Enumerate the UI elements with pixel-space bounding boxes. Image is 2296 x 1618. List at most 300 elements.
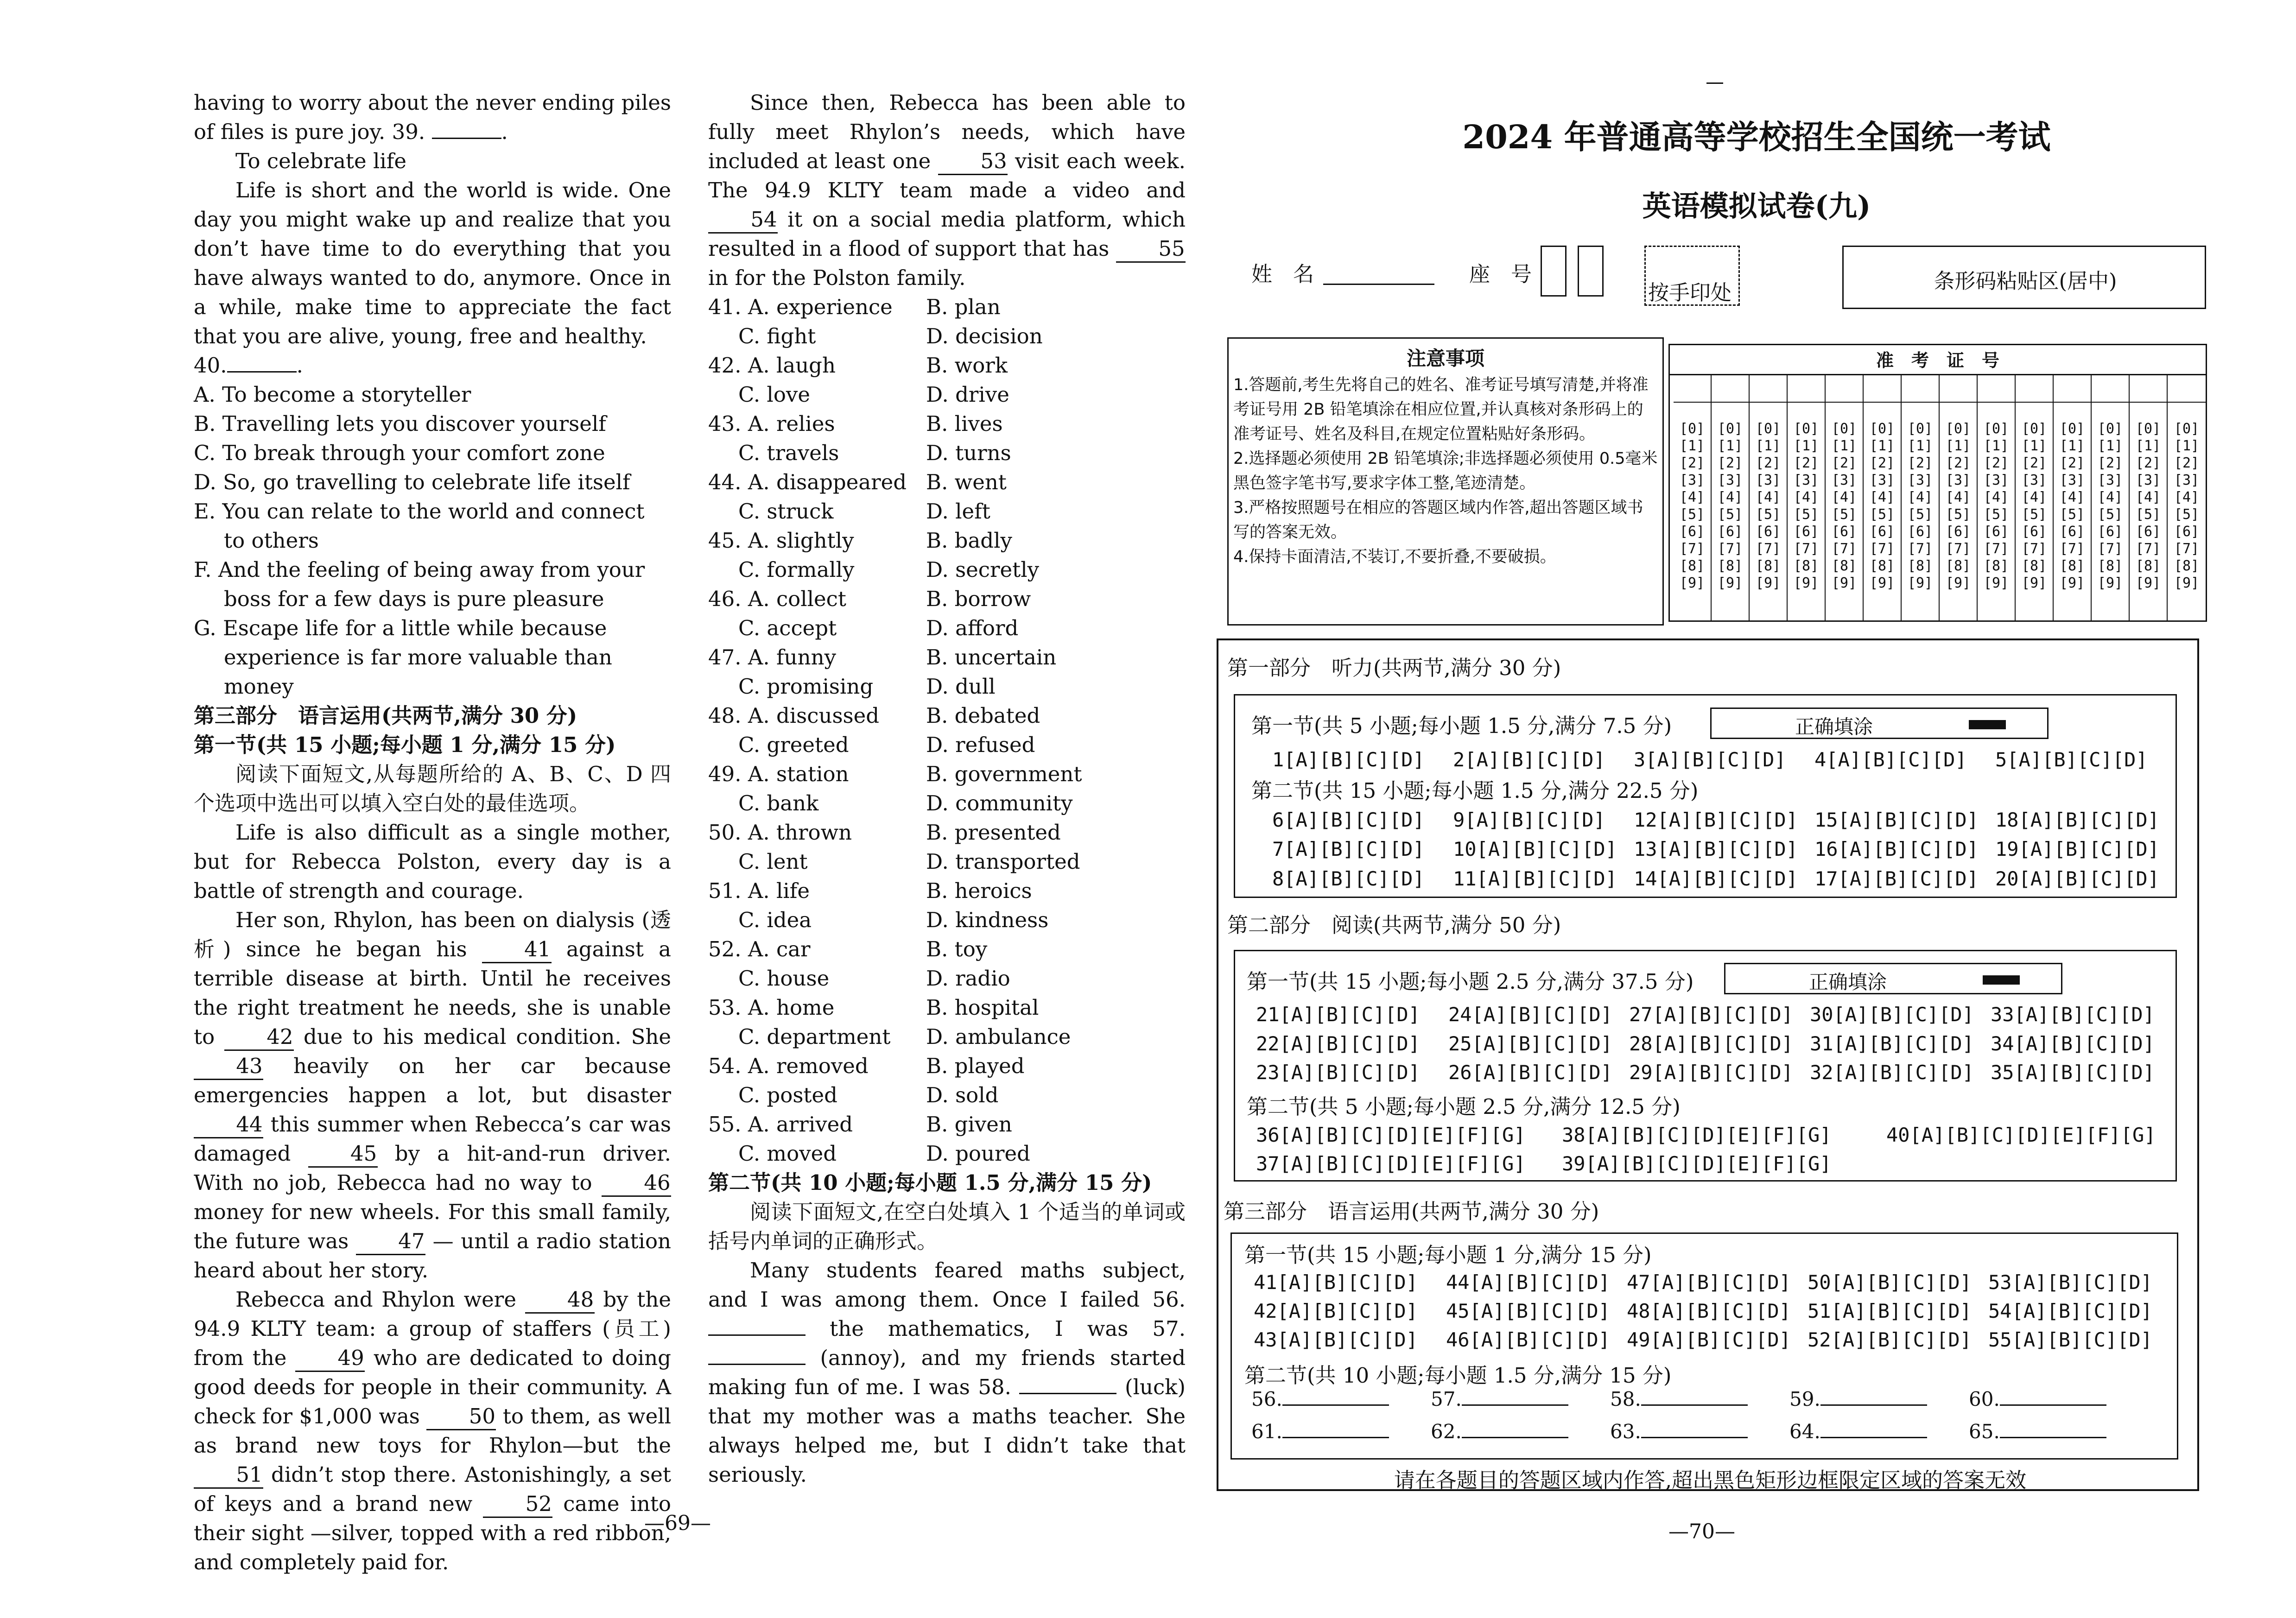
digit-bubble[interactable]: [3] <box>1983 472 2009 488</box>
q15-bubbles[interactable]: 15[A][B][C][D] <box>1814 809 1979 831</box>
blank-57[interactable] <box>708 1364 806 1365</box>
digit-bubble[interactable]: [0] <box>1717 421 1743 437</box>
q14-bubbles[interactable]: 14[A][B][C][D] <box>1634 867 1798 890</box>
ticket-digit-write-box[interactable] <box>1864 374 1901 403</box>
digit-bubble[interactable]: [4] <box>1755 489 1781 506</box>
digit-bubble[interactable]: [2] <box>2174 455 2200 471</box>
digit-bubble[interactable]: [6] <box>1907 524 1933 540</box>
part3-heading: 第三部分 语言运用(共两节,满分 30 分) <box>194 703 577 728</box>
digit-bubble[interactable]: [1] <box>2174 438 2200 454</box>
choice-b: B. badly <box>926 528 1012 553</box>
digit-bubble[interactable]: [8] <box>1717 558 1743 574</box>
choice-b: B. heroics <box>926 879 1032 903</box>
digit-bubble[interactable]: [9] <box>2097 575 2123 591</box>
digit-bubble[interactable]: [5] <box>2135 506 2161 523</box>
q1-bubbles[interactable]: 1[A][B][C][D] <box>1272 748 1425 771</box>
p3-row-1 <box>1254 1300 2169 1322</box>
choice-c: C. bank <box>738 791 819 815</box>
ticket-column-5 <box>1826 374 1864 621</box>
blank-50: 50 <box>426 1404 496 1430</box>
q13-bubbles[interactable]: 13[A][B][C][D] <box>1634 838 1798 860</box>
digit-bubble[interactable]: [4] <box>2097 489 2123 506</box>
fill-60[interactable] <box>2000 1404 2106 1406</box>
digit-bubble[interactable]: [5] <box>1793 506 1819 523</box>
q26-bubbles[interactable]: 26[A][B][C][D] <box>1448 1061 1613 1084</box>
seat-box-2[interactable] <box>1578 246 1604 297</box>
choice-row-43 <box>708 409 1186 438</box>
ticket-bubble-list <box>1788 403 1825 592</box>
q46-bubbles[interactable]: 46[A][B][C][D] <box>1446 1328 1611 1351</box>
digit-bubble[interactable]: [2] <box>1907 455 1933 471</box>
choice-row-51-cd <box>708 905 1186 935</box>
digit-bubble[interactable]: [5] <box>1717 506 1743 523</box>
choice-b: B. hospital <box>926 995 1039 1020</box>
q11-bubbles[interactable]: 11[A][B][C][D] <box>1453 867 1617 890</box>
digit-bubble[interactable]: [1] <box>2135 438 2161 454</box>
digit-bubble[interactable]: [9] <box>2135 575 2161 591</box>
digit-bubble[interactable]: [8] <box>1793 558 1819 574</box>
blank-44: 44 <box>194 1112 263 1138</box>
digit-bubble[interactable]: [9] <box>1907 575 1933 591</box>
q25-bubbles[interactable]: 25[A][B][C][D] <box>1448 1032 1613 1055</box>
digit-bubble[interactable]: [9] <box>1755 575 1781 591</box>
q20-bubbles[interactable]: 20[A][B][C][D] <box>1995 867 2160 890</box>
option-g: G. Escape life for a little while because experience is far more valuable than money <box>194 616 612 699</box>
digit-bubble[interactable]: [2] <box>1755 455 1781 471</box>
q24-bubbles[interactable]: 24[A][B][C][D] <box>1448 1003 1613 1026</box>
digit-bubble[interactable]: [0] <box>1793 421 1819 437</box>
digit-bubble[interactable]: [4] <box>1831 489 1857 506</box>
digit-bubble[interactable]: [3] <box>2174 472 2200 488</box>
q33-bubbles[interactable]: 33[A][B][C][D] <box>1991 1003 2155 1026</box>
ticket-column-13 <box>2130 374 2168 621</box>
digit-bubble[interactable]: [8] <box>2021 558 2047 574</box>
choice-b: B. plan <box>926 295 1001 319</box>
digit-bubble[interactable]: [7] <box>1869 541 1895 557</box>
digit-bubble[interactable]: [6] <box>1869 524 1895 540</box>
digit-bubble[interactable]: [4] <box>1793 489 1819 506</box>
choice-d: D. afford <box>926 616 1019 640</box>
digit-bubble[interactable]: [2] <box>2135 455 2161 471</box>
page-number-right: —70— <box>1668 1520 1735 1543</box>
q16-bubbles[interactable]: 16[A][B][C][D] <box>1814 838 1979 860</box>
digit-bubble[interactable]: [4] <box>1907 489 1933 506</box>
digit-bubble[interactable]: [8] <box>1945 558 1971 574</box>
choice-b: B. borrow <box>926 587 1031 611</box>
q29-bubbles[interactable]: 29[A][B][C][D] <box>1629 1061 1794 1084</box>
digit-bubble[interactable]: [1] <box>1983 438 2009 454</box>
ticket-label: 准 考 证 号 <box>1876 350 1999 371</box>
choice-a: 44. A. disappeared <box>708 470 907 494</box>
digit-bubble[interactable]: [7] <box>1983 541 2009 557</box>
digit-bubble[interactable]: [5] <box>1945 506 1971 523</box>
fill-65[interactable] <box>2000 1437 2106 1438</box>
digit-bubble[interactable]: [0] <box>2021 421 2047 437</box>
digit-bubble[interactable]: [6] <box>1793 524 1819 540</box>
ticket-digit-write-box[interactable] <box>1788 374 1825 403</box>
digit-bubble[interactable]: [0] <box>1983 421 2009 437</box>
digit-bubble[interactable]: [6] <box>1755 524 1781 540</box>
part1-sec2-heading: 第二节(共 15 小题;每小题 1.5 分,满分 22.5 分) <box>1251 778 1699 803</box>
choice-row-54 <box>708 1051 1186 1081</box>
digit-bubble[interactable]: [2] <box>1717 455 1743 471</box>
digit-bubble[interactable]: [5] <box>1755 506 1781 523</box>
digit-bubble[interactable]: [6] <box>2059 524 2085 540</box>
digit-bubble[interactable]: [3] <box>2059 472 2085 488</box>
digit-bubble[interactable]: [9] <box>2174 575 2200 591</box>
choice-row-55 <box>708 1110 1186 1139</box>
blank-49: 49 <box>295 1346 365 1372</box>
digit-bubble[interactable]: [5] <box>1907 506 1933 523</box>
notice-box <box>1227 337 1664 626</box>
q28-bubbles[interactable]: 28[A][B][C][D] <box>1629 1032 1794 1055</box>
fill-57[interactable] <box>1462 1404 1568 1406</box>
ticket-digit-write-box[interactable] <box>2130 374 2167 403</box>
q35-bubbles[interactable]: 35[A][B][C][D] <box>1991 1061 2155 1084</box>
q2-bubbles[interactable]: 2[A][B][C][D] <box>1453 748 1605 771</box>
q3-bubbles[interactable]: 3[A][B][C][D] <box>1634 748 1786 771</box>
digit-bubble[interactable]: [4] <box>1679 489 1705 506</box>
digit-bubble[interactable]: [1] <box>1831 438 1857 454</box>
q42-bubbles[interactable]: 42[A][B][C][D] <box>1254 1300 1418 1322</box>
digit-bubble[interactable]: [3] <box>1755 472 1781 488</box>
digit-bubble[interactable]: [6] <box>1945 524 1971 540</box>
digit-bubble[interactable]: [6] <box>2174 524 2200 540</box>
digit-bubble[interactable]: [1] <box>2097 438 2123 454</box>
choice-a: 41. A. experience <box>708 295 893 319</box>
digit-bubble[interactable]: [8] <box>2174 558 2200 574</box>
digit-bubble[interactable]: [9] <box>1717 575 1743 591</box>
digit-bubble[interactable]: [9] <box>1869 575 1895 591</box>
digit-bubble[interactable]: [9] <box>1983 575 2009 591</box>
digit-bubble[interactable]: [5] <box>1831 506 1857 523</box>
fill-62-label: 62. <box>1431 1420 1462 1443</box>
choice-a: 52. A. car <box>708 937 811 961</box>
page-number-left: —69— <box>644 1511 711 1535</box>
digit-bubble[interactable]: [2] <box>1831 455 1857 471</box>
ticket-digit-write-box[interactable] <box>1750 374 1787 403</box>
fill-62[interactable] <box>1462 1437 1568 1438</box>
correct-fill-box-1 <box>1710 708 2049 739</box>
digit-bubble[interactable]: [9] <box>1831 575 1857 591</box>
digit-bubble[interactable]: [8] <box>1983 558 2009 574</box>
choice-row-52-cd <box>708 964 1186 993</box>
digit-bubble[interactable]: [9] <box>2059 575 2085 591</box>
choice-c: C. fight <box>738 324 816 348</box>
digit-bubble[interactable]: [0] <box>2097 421 2123 437</box>
digit-bubble[interactable]: [2] <box>2097 455 2123 471</box>
q39-bubbles[interactable]: 39[A][B][C][D][E][F][G] <box>1562 1152 1832 1175</box>
seat-box-1[interactable] <box>1541 246 1567 297</box>
digit-bubble[interactable]: [9] <box>2021 575 2047 591</box>
choice-d: D. turns <box>926 441 1011 465</box>
ticket-digit-write-box[interactable] <box>2054 374 2091 403</box>
q52-bubbles[interactable]: 52[A][B][C][D] <box>1808 1328 1972 1351</box>
digit-bubble[interactable]: [5] <box>2174 506 2200 523</box>
digit-bubble[interactable]: [7] <box>2021 541 2047 557</box>
digit-bubble[interactable]: [0] <box>1907 421 1933 437</box>
digit-bubble[interactable]: [0] <box>2135 421 2161 437</box>
q5-bubbles[interactable]: 5[A][B][C][D] <box>1995 748 2148 771</box>
choice-row-49-cd <box>708 789 1186 818</box>
ticket-column-14 <box>2168 374 2206 621</box>
q9-bubbles[interactable]: 9[A][B][C][D] <box>1453 809 1605 831</box>
blank-39[interactable] <box>432 138 501 139</box>
digit-bubble[interactable]: [7] <box>1679 541 1705 557</box>
q47-bubbles[interactable]: 47[A][B][C][D] <box>1627 1271 1791 1294</box>
q50-bubbles[interactable]: 50[A][B][C][D] <box>1808 1271 1972 1294</box>
digit-bubble[interactable]: [7] <box>1907 541 1933 557</box>
name-field[interactable] <box>1323 284 1434 285</box>
digit-bubble[interactable]: [2] <box>1679 455 1705 471</box>
digit-bubble[interactable]: [7] <box>2135 541 2161 557</box>
choice-a: 53. A. home <box>708 995 835 1020</box>
digit-bubble[interactable]: [0] <box>1869 421 1895 437</box>
digit-bubble[interactable]: [4] <box>2021 489 2047 506</box>
q27-bubbles[interactable]: 27[A][B][C][D] <box>1629 1003 1794 1026</box>
q53-bubbles[interactable]: 53[A][B][C][D] <box>1988 1271 2153 1294</box>
section1-instruction: 阅读下面短文,从每题所给的 A、B、C、D 四个选项中选出可以填入空白处的最佳选项。 <box>194 762 671 815</box>
digit-bubble[interactable]: [5] <box>2097 506 2123 523</box>
digit-bubble[interactable]: [7] <box>2059 541 2085 557</box>
digit-bubble[interactable]: [6] <box>1983 524 2009 540</box>
digit-bubble[interactable]: [3] <box>2021 472 2047 488</box>
option-b: B. Travelling lets you discover yourself <box>194 411 606 436</box>
q22-bubbles[interactable]: 22[A][B][C][D] <box>1256 1032 1421 1055</box>
fill-row-0 <box>1251 1388 2148 1410</box>
q49-bubbles[interactable]: 49[A][B][C][D] <box>1627 1328 1791 1351</box>
digit-bubble[interactable]: [1] <box>1945 438 1971 454</box>
choice-list <box>708 292 1186 1168</box>
digit-bubble[interactable]: [3] <box>1793 472 1819 488</box>
fill-61[interactable] <box>1282 1437 1389 1438</box>
q31-bubbles[interactable]: 31[A][B][C][D] <box>1810 1032 1974 1055</box>
digit-bubble[interactable]: [9] <box>1679 575 1705 591</box>
q17-bubbles[interactable]: 17[A][B][C][D] <box>1814 867 1979 890</box>
digit-bubble[interactable]: [8] <box>1755 558 1781 574</box>
digit-bubble[interactable]: [4] <box>2135 489 2161 506</box>
digit-bubble[interactable]: [8] <box>1869 558 1895 574</box>
choice-row-47-cd <box>708 672 1186 701</box>
choice-a: 42. A. laugh <box>708 353 836 378</box>
digit-bubble[interactable]: [4] <box>1869 489 1895 506</box>
fill-60-label: 60. <box>1969 1388 2000 1410</box>
digit-bubble[interactable]: [3] <box>2097 472 2123 488</box>
q34-bubbles[interactable]: 34[A][B][C][D] <box>1991 1032 2155 1055</box>
choice-c: C. department <box>738 1024 891 1049</box>
digit-bubble[interactable]: [3] <box>1717 472 1743 488</box>
fill-58[interactable] <box>1641 1404 1748 1406</box>
q44-bubbles[interactable]: 44[A][B][C][D] <box>1446 1271 1611 1294</box>
choice-d: D. transported <box>926 849 1080 874</box>
digit-bubble[interactable]: [8] <box>1907 558 1933 574</box>
ticket-digit-write-box[interactable] <box>1940 374 1977 403</box>
ticket-bubble-list <box>1750 403 1787 592</box>
digit-bubble[interactable]: [2] <box>1793 455 1819 471</box>
blank-56[interactable] <box>708 1334 806 1336</box>
q10-bubbles[interactable]: 10[A][B][C][D] <box>1453 838 1617 860</box>
p2-row-2 <box>1256 1061 2171 1084</box>
digit-bubble[interactable]: [1] <box>1679 438 1705 454</box>
choice-b: B. debated <box>926 703 1040 728</box>
blank-58[interactable] <box>1019 1393 1116 1394</box>
digit-bubble[interactable]: [3] <box>1869 472 1895 488</box>
digit-bubble[interactable]: [7] <box>2174 541 2200 557</box>
heading-celebrate: To celebrate life <box>235 149 407 173</box>
digit-bubble[interactable]: [3] <box>1907 472 1933 488</box>
digit-bubble[interactable]: [4] <box>2174 489 2200 506</box>
digit-bubble[interactable]: [8] <box>1831 558 1857 574</box>
cloze-para-3: Rebecca and Rhylon were 48 by the 94.9 KLTY team: a group of staffers (员工) from the 49 who are dedicated to doing good deeds for people in their community. A check for $1,000 was 50 to them, as well as brand new toys for Rhylon—but the 51 didn’t stop there. Astonishingly, a set of keys and a brand new 52 came into their sight —silver, topped with a red ribbon, and completely paid for. <box>194 1287 671 1574</box>
q40-bubbles[interactable]: 40[A][B][C][D][E][F][G] <box>1886 1124 2156 1146</box>
q12-bubbles[interactable]: 12[A][B][C][D] <box>1634 809 1798 831</box>
digit-bubble[interactable]: [6] <box>2097 524 2123 540</box>
top-tick <box>1706 82 1723 84</box>
q8-bubbles[interactable]: 8[A][B][C][D] <box>1272 867 1425 890</box>
digit-bubble[interactable]: [7] <box>2097 541 2123 557</box>
digit-bubble[interactable]: [7] <box>1945 541 1971 557</box>
digit-bubble[interactable]: [5] <box>1983 506 2009 523</box>
digit-bubble[interactable]: [5] <box>2059 506 2085 523</box>
digit-bubble[interactable]: [0] <box>2059 421 2085 437</box>
q18-bubbles[interactable]: 18[A][B][C][D] <box>1995 809 2160 831</box>
choice-d: D. ambulance <box>926 1024 1071 1049</box>
blank-40-line: 40. . <box>194 353 303 378</box>
digit-bubble[interactable]: [1] <box>2021 438 2047 454</box>
grammar-passage: Many students feared maths subject, and I was among them. Once I failed 56. the mathematics, I was 57. (annoy), and my friends started making fun of me. I was 58. (luck) that my mother was a maths teacher. She always helped me, but I didn’t take that seriously. <box>708 1258 1186 1487</box>
digit-bubble[interactable]: [7] <box>1793 541 1819 557</box>
digit-bubble[interactable]: [8] <box>1679 558 1705 574</box>
choice-a: 47. A. funny <box>708 645 836 670</box>
blank-40[interactable] <box>227 371 297 373</box>
digit-bubble[interactable]: [1] <box>1793 438 1819 454</box>
digit-bubble[interactable]: [9] <box>1945 575 1971 591</box>
choice-a: 49. A. station <box>708 762 849 786</box>
q54-bubbles[interactable]: 54[A][B][C][D] <box>1988 1300 2153 1322</box>
fill-56[interactable] <box>1282 1404 1389 1406</box>
digit-bubble[interactable]: [2] <box>1983 455 2009 471</box>
digit-bubble[interactable]: [4] <box>1983 489 2009 506</box>
q7-bubbles[interactable]: 7[A][B][C][D] <box>1272 838 1425 860</box>
digit-bubble[interactable]: [5] <box>2021 506 2047 523</box>
digit-bubble[interactable]: [9] <box>1793 575 1819 591</box>
digit-bubble[interactable]: [2] <box>1869 455 1895 471</box>
ticket-digit-write-box[interactable] <box>1902 374 1939 403</box>
choice-a: 55. A. arrived <box>708 1112 853 1137</box>
ticket-digit-write-box[interactable] <box>1826 374 1863 403</box>
digit-bubble[interactable]: [7] <box>1755 541 1781 557</box>
digit-bubble[interactable]: [4] <box>1717 489 1743 506</box>
fill-64[interactable] <box>1820 1437 1927 1438</box>
digit-bubble[interactable]: [3] <box>1679 472 1705 488</box>
digit-bubble[interactable]: [0] <box>1679 421 1705 437</box>
choice-d: D. poured <box>926 1141 1030 1166</box>
choice-a: 50. A. thrown <box>708 820 852 845</box>
digit-bubble[interactable]: [6] <box>1831 524 1857 540</box>
digit-bubble[interactable]: [0] <box>1831 421 1857 437</box>
digit-bubble[interactable]: [3] <box>1831 472 1857 488</box>
digit-bubble[interactable]: [3] <box>2135 472 2161 488</box>
digit-bubble[interactable]: [5] <box>1679 506 1705 523</box>
q4-bubbles[interactable]: 4[A][B][C][D] <box>1814 748 1967 771</box>
part1-sec1-heading: 第一节(共 5 小题;每小题 1.5 分,满分 7.5 分) <box>1251 714 1672 738</box>
notice-1: 1.答题前,考生先将自己的姓名、准考证号填写清楚,并将准考证号用 2B 铅笔填涂在相应位置,并认真核对条形码上的准考证号、姓名及科目,在规定位置粘贴好条形码。 <box>1233 376 1649 443</box>
digit-bubble[interactable]: [1] <box>2059 438 2085 454</box>
q55-bubbles[interactable]: 55[A][B][C][D] <box>1988 1328 2153 1351</box>
choice-a: 54. A. removed <box>708 1054 869 1078</box>
ticket-bubble-list <box>2092 403 2129 592</box>
q43-bubbles[interactable]: 43[A][B][C][D] <box>1254 1328 1418 1351</box>
digit-bubble[interactable]: [1] <box>1907 438 1933 454</box>
choice-b: B. uncertain <box>926 645 1057 670</box>
digit-bubble[interactable]: [4] <box>1945 489 1971 506</box>
q32-bubbles[interactable]: 32[A][B][C][D] <box>1810 1061 1974 1084</box>
digit-bubble[interactable]: [8] <box>2059 558 2085 574</box>
ticket-digit-write-box[interactable] <box>1674 374 1711 403</box>
choice-row-41-cd <box>708 322 1186 351</box>
notice-3: 3.严格按照题号在相应的答题区域内作答,超出答题区域书写的答案无效。 <box>1233 499 1643 542</box>
digit-bubble[interactable]: [6] <box>1717 524 1743 540</box>
fill-63[interactable] <box>1641 1437 1748 1438</box>
digit-bubble[interactable]: [3] <box>1945 472 1971 488</box>
q51-bubbles[interactable]: 51[A][B][C][D] <box>1808 1300 1972 1322</box>
q36-bubbles[interactable]: 36[A][B][C][D][E][F][G] <box>1256 1124 1526 1146</box>
ticket-column-8 <box>1940 374 1978 621</box>
digit-bubble[interactable]: [2] <box>1945 455 1971 471</box>
digit-bubble[interactable]: [2] <box>2021 455 2047 471</box>
ticket-bubble-list <box>1902 403 1939 592</box>
digit-bubble[interactable]: [1] <box>1869 438 1895 454</box>
digit-bubble[interactable]: [1] <box>1717 438 1743 454</box>
q41-bubbles[interactable]: 41[A][B][C][D] <box>1254 1271 1418 1294</box>
q45-bubbles[interactable]: 45[A][B][C][D] <box>1446 1300 1611 1322</box>
ticket-digit-write-box[interactable] <box>2092 374 2129 403</box>
digit-bubble[interactable]: [7] <box>1831 541 1857 557</box>
q30-bubbles[interactable]: 30[A][B][C][D] <box>1810 1003 1974 1026</box>
q6-bubbles[interactable]: 6[A][B][C][D] <box>1272 809 1425 831</box>
ticket-digit-write-box[interactable] <box>1712 374 1749 403</box>
digit-bubble[interactable]: [7] <box>1717 541 1743 557</box>
digit-bubble[interactable]: [6] <box>1679 524 1705 540</box>
digit-bubble[interactable]: [0] <box>1945 421 1971 437</box>
ticket-digit-write-box[interactable] <box>2016 374 2053 403</box>
q21-bubbles[interactable]: 21[A][B][C][D] <box>1256 1003 1421 1026</box>
part3-sec1-heading: 第一节(共 15 小题;每小题 1 分,满分 15 分) <box>1244 1243 1652 1267</box>
digit-bubble[interactable]: [4] <box>2059 489 2085 506</box>
digit-bubble[interactable]: [2] <box>2059 455 2085 471</box>
ticket-column-10 <box>2016 374 2054 621</box>
digit-bubble[interactable]: [0] <box>1755 421 1781 437</box>
digit-bubble[interactable]: [5] <box>1869 506 1895 523</box>
digit-bubble[interactable]: [0] <box>2174 421 2200 437</box>
q23-bubbles[interactable]: 23[A][B][C][D] <box>1256 1061 1421 1084</box>
ticket-digit-write-box[interactable] <box>1978 374 2015 403</box>
q37-bubbles[interactable]: 37[A][B][C][D][E][F][G] <box>1256 1152 1526 1175</box>
q19-bubbles[interactable]: 19[A][B][C][D] <box>1995 838 2160 860</box>
digit-bubble[interactable]: [6] <box>2021 524 2047 540</box>
cloze-para-2: Her son, Rhylon, has been on dialysis (透析) since he began his 41 against a terrible disease at birth. Until he receives the right treatment he needs, she is unable to 42 due to his medical condition. She 43 heavily on her car because emergencies happen a lot, but disaster 44 this summer when Rebecca’s car was damaged 45 by a hit-and-run driver. With no job, Rebecca had no way to 46 money for new wheels. For this small family, the future was 47 — until a radio station heard about her story. <box>194 908 672 1283</box>
choice-c: C. formally <box>738 557 855 582</box>
q38-bubbles[interactable]: 38[A][B][C][D][E][F][G] <box>1562 1124 1832 1146</box>
digit-bubble[interactable]: [1] <box>1755 438 1781 454</box>
q48-bubbles[interactable]: 48[A][B][C][D] <box>1627 1300 1791 1322</box>
digit-bubble[interactable]: [6] <box>2135 524 2161 540</box>
fill-59[interactable] <box>1820 1404 1927 1406</box>
ticket-digit-write-box[interactable] <box>2168 374 2206 403</box>
choice-row-45 <box>708 526 1186 555</box>
digit-bubble[interactable]: [8] <box>2097 558 2123 574</box>
digit-bubble[interactable]: [8] <box>2135 558 2161 574</box>
